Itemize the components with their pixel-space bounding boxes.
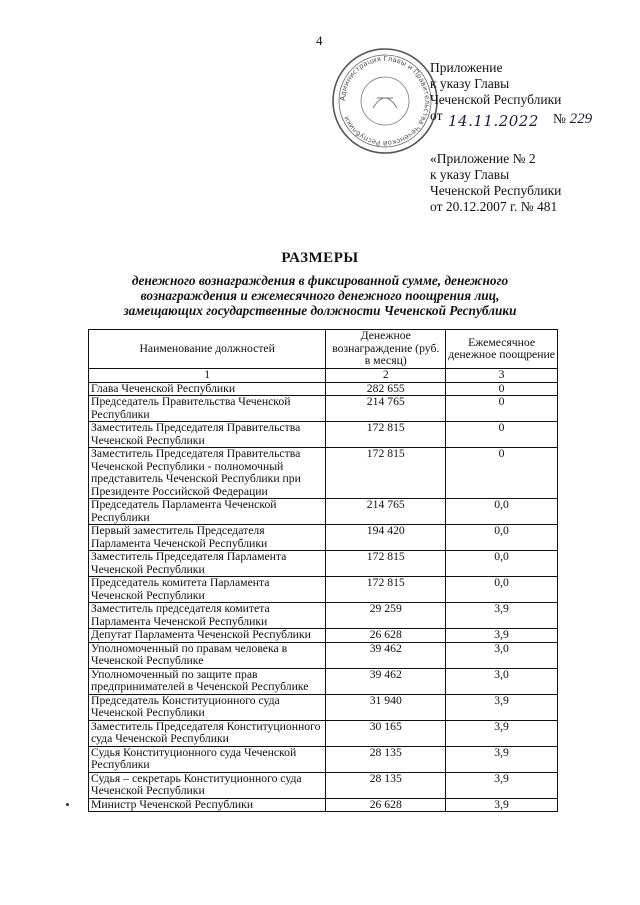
cell-bonus: 3,9: [446, 694, 558, 720]
handwritten-date: 14.11.2022: [448, 112, 539, 130]
header-bonus: Ежемесячное денежное поощрение: [446, 330, 558, 369]
table-row: [89, 668, 558, 694]
cell-position: Глава Чеченской Республики: [89, 382, 326, 396]
cell-bonus: 3,9: [446, 629, 558, 643]
column-number-row: [89, 369, 558, 383]
table-header-row: [89, 330, 558, 369]
cell-reward: 30 165: [326, 720, 446, 746]
official-seal-stamp: [330, 46, 443, 156]
cell-bonus: 3,0: [446, 642, 558, 668]
table-row: [89, 577, 558, 603]
page-number: 4: [316, 33, 323, 48]
cell-reward: 172 815: [326, 577, 446, 603]
handwritten-number-value: 229: [569, 111, 593, 127]
annex-original-header: [430, 151, 561, 215]
cell-position: Уполномоченный по защите прав предпринимателей в Чеченской Республике: [89, 668, 326, 694]
cell-bonus: 0: [446, 396, 558, 422]
cell-position: Заместитель Председателя Правительства Чеченской Республики: [89, 422, 326, 448]
cell-position: Заместитель Председателя Правительства Чеченской Республики - полномочный представитель Чеченской Республики при Президенте Российской Федерации: [89, 448, 326, 499]
cell-reward: 214 765: [326, 499, 446, 525]
annex-original-line2: к указу Главы: [430, 167, 510, 182]
cell-reward: 26 628: [326, 798, 446, 812]
cell-position: Председатель Конституционного суда Чеченской Республики: [89, 694, 326, 720]
table-row: [89, 422, 558, 448]
subtitle-line2: вознаграждения и ежемесячного денежного поощрения лиц,: [140, 288, 500, 303]
cell-position: Министр Чеченской Республики: [89, 798, 326, 812]
table-row: [89, 525, 558, 551]
cell-position: Заместитель Председателя Парламента Чеченской Республики: [89, 551, 326, 577]
cell-position: Первый заместитель Председателя Парламента Чеченской Республики: [89, 525, 326, 551]
cell-bonus: 3,9: [446, 798, 558, 812]
document-title: РАЗМЕРЫ: [281, 250, 359, 266]
cell-reward: 28 135: [326, 746, 446, 772]
table-row: [89, 798, 558, 812]
table-row: [89, 720, 558, 746]
annex-current-line2: к указу Главы: [430, 76, 510, 91]
annex-original-line4: от 20.12.2007 г. № 481: [430, 199, 558, 214]
cell-position: Судья Конституционного суда Чеченской Республики: [89, 746, 326, 772]
seal-text: Администрация Главы и Правительства Чеченской Республики: [338, 54, 432, 148]
cell-bonus: 0,0: [446, 499, 558, 525]
cell-reward: 26 628: [326, 629, 446, 643]
cell-bonus: 0: [446, 448, 558, 499]
cell-bonus: 3,9: [446, 603, 558, 629]
annex-current-line3: Чеченской Республики: [430, 92, 562, 107]
table-row: [89, 746, 558, 772]
cell-position: Депутат Парламента Чеченской Республики: [89, 629, 326, 643]
cell-bonus: 3,9: [446, 746, 558, 772]
cell-reward: 172 815: [326, 551, 446, 577]
cell-reward: 28 135: [326, 772, 446, 798]
cell-reward: 29 259: [326, 603, 446, 629]
handwritten-number: [553, 111, 592, 128]
salary-table: [88, 329, 558, 812]
date-prefix: от: [430, 108, 443, 123]
cell-bonus: 0,0: [446, 525, 558, 551]
table-row: [89, 694, 558, 720]
number-prefix: №: [553, 111, 566, 126]
table-row: [89, 629, 558, 643]
table-row: [89, 603, 558, 629]
table-row: [89, 642, 558, 668]
cell-position: Уполномоченный по правам человека в Чеченской Республике: [89, 642, 326, 668]
cell-bonus: 0,0: [446, 551, 558, 577]
cell-position: Судья – секретарь Конституционного суда Чеченской Республики: [89, 772, 326, 798]
table-row: [89, 551, 558, 577]
cell-reward: 194 420: [326, 525, 446, 551]
table-row: [89, 382, 558, 396]
column-number: 1: [89, 369, 326, 383]
margin-mark: [66, 803, 69, 806]
header-reward: Денежное вознаграждение (руб. в месяц): [326, 330, 446, 369]
cell-bonus: 3,0: [446, 668, 558, 694]
subtitle-line3: замещающих государственные должности Чеченской Республики: [123, 303, 517, 318]
cell-reward: 39 462: [326, 668, 446, 694]
table-row: [89, 772, 558, 798]
table-body: [89, 382, 558, 812]
cell-reward: 31 940: [326, 694, 446, 720]
annex-original-line3: Чеченской Республики: [430, 183, 562, 198]
annex-original-line1: «Приложение № 2: [430, 151, 536, 166]
table-row: [89, 396, 558, 422]
cell-position: Председатель комитета Парламента Чеченской Республики: [89, 577, 326, 603]
cell-bonus: 3,9: [446, 772, 558, 798]
document-subtitle: [80, 273, 560, 318]
cell-bonus: 3,9: [446, 720, 558, 746]
cell-reward: 172 815: [326, 448, 446, 499]
cell-reward: 172 815: [326, 422, 446, 448]
column-number: 3: [446, 369, 558, 383]
cell-bonus: 0,0: [446, 577, 558, 603]
cell-reward: 39 462: [326, 642, 446, 668]
subtitle-line1: денежного вознаграждения в фиксированной сумме, денежного: [131, 273, 509, 288]
table-row: [89, 499, 558, 525]
column-number: 2: [326, 369, 446, 383]
cell-bonus: 0: [446, 422, 558, 448]
svg-text:Администрация Главы и Правител: [339, 55, 431, 147]
table-row: [89, 448, 558, 499]
cell-position: Председатель Парламента Чеченской Республики: [89, 499, 326, 525]
cell-reward: 282 655: [326, 382, 446, 396]
cell-position: Заместитель Председателя Конституционного суда Чеченской Республики: [89, 720, 326, 746]
annex-current-line1: Приложение: [430, 60, 503, 75]
cell-position: Заместитель председателя комитета Парламента Чеченской Республики: [89, 603, 326, 629]
cell-bonus: 0: [446, 382, 558, 396]
cell-position: Председатель Правительства Чеченской Республики: [89, 396, 326, 422]
header-position: Наименование должностей: [89, 330, 326, 369]
cell-reward: 214 765: [326, 396, 446, 422]
